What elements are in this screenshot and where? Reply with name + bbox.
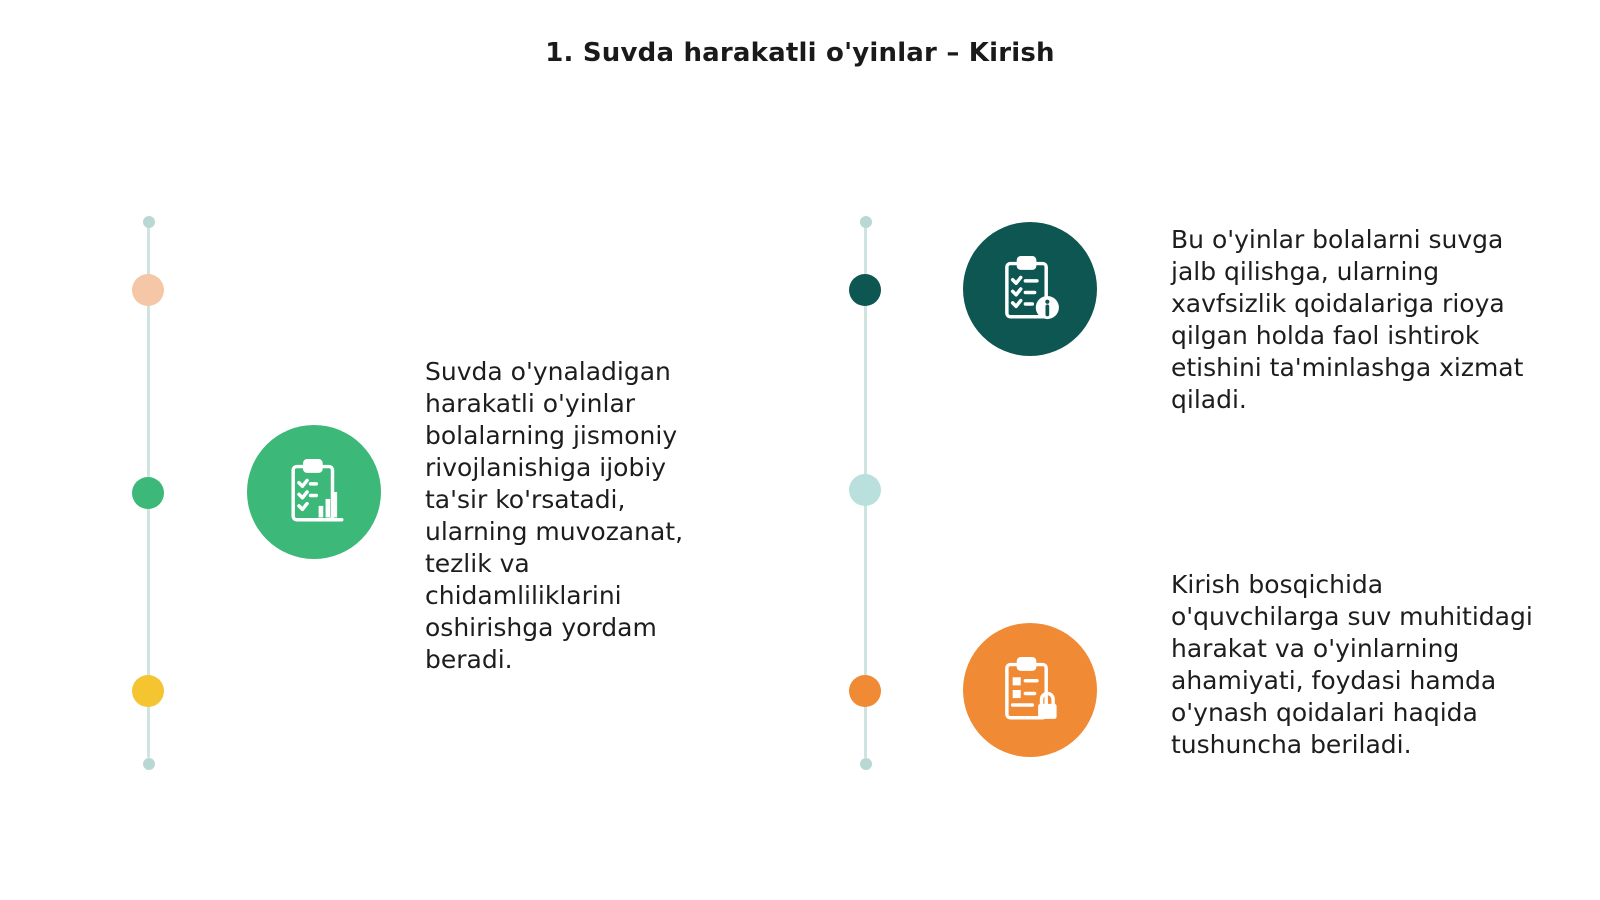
timeline-dot-peach: [132, 274, 164, 306]
timeline-dot-dark-teal: [849, 274, 881, 306]
item-1-text: Suvda o'ynaladigan harakatli o'yinlar bolalarning jismoniy rivojlanishiga ijobiy ta'sir ko'rsatadi, ularning muvozanat, tezlik va chidamliliklarini oshirishga yordam beradi.: [425, 357, 684, 674]
clipboard-info-icon: [963, 222, 1097, 356]
clipboard-lock-icon: [963, 623, 1097, 757]
timeline-dot-green: [132, 477, 164, 509]
timeline-dot-yellow: [132, 675, 164, 707]
item-2-text: Bu o'yinlar bolalarni suvga jalb qilishga, ularning xavfsizlik qoidalariga rioya qilgan holda faol ishtirok etishini ta'minlashga xizmat qiladi.: [1171, 225, 1524, 414]
page-title: 1. Suvda harakatli o'yinlar – Kirish: [545, 38, 1055, 68]
timeline-dot-light-teal: [849, 474, 881, 506]
timeline-cap-left-top: [143, 216, 155, 228]
timeline-cap-right-bottom: [860, 758, 872, 770]
timeline-cap-right-top: [860, 216, 872, 228]
timeline-dot-orange: [849, 675, 881, 707]
clipboard-chart-icon: [247, 425, 381, 559]
item-3-text: Kirish bosqichida o'quvchilarga suv muhitidagi harakat va o'yinlarning ahamiyati, foydasi hamda o'ynash qoidalari haqida tushuncha beriladi.: [1171, 570, 1533, 759]
timeline-cap-left-bottom: [143, 758, 155, 770]
